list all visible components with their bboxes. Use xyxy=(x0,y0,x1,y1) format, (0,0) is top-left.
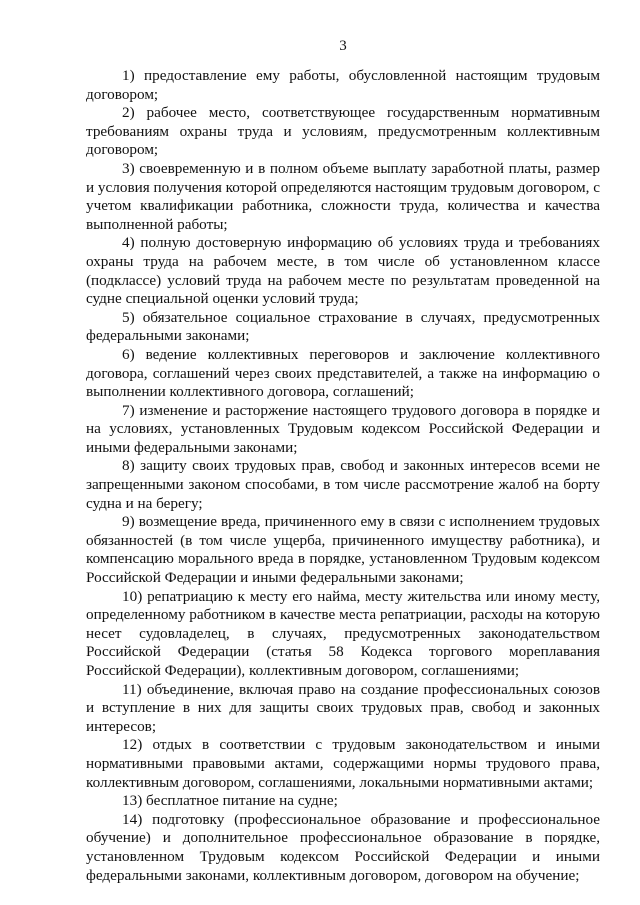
list-item: 12) отдых в соответствии с трудовым законодательством и иными нормативными правовыми актами, содержащими нормы трудового права, коллективным договором, соглашениями, локальными нормативными актами; xyxy=(86,736,600,791)
rights-list xyxy=(86,67,600,885)
list-item: 7) изменение и расторжение настоящего трудового договора в порядке и на условиях, установленных Трудовым кодексом Российской Федерации и иными федеральными законами; xyxy=(86,401,600,456)
list-item: 11) объединение, включая право на создание профессиональных союзов и вступление в них для защиты своих трудовых прав, свобод и законных интересов; xyxy=(86,680,600,735)
list-item: 9) возмещение вреда, причиненного ему в связи с исполнением трудовых обязанностей (в том числе ущерба, причиненного имуществу работника), и компенсацию морального вреда в порядке, установленном Трудовым кодексом Российской Федерации и иными федеральными законами; xyxy=(86,513,600,587)
list-item: 5) обязательное социальное страхование в случаях, предусмотренных федеральными законами; xyxy=(86,308,600,345)
list-item: 6) ведение коллективных переговоров и заключение коллективного договора, соглашений через своих представителей, а также на информацию о выполнении коллективного договора, соглашений; xyxy=(86,345,600,401)
list-item: 13) бесплатное питание на судне; xyxy=(122,792,338,810)
list-item: 8) защиту своих трудовых прав, свобод и законных интересов всеми не запрещенными законом способами, в том числе рассмотрение жалоб на борту судна и на берегу; xyxy=(86,457,600,512)
list-item: 10) репатриацию к месту его найма, месту жительства или иному месту, определенному работником в качестве места репатриации, расходы на которую несет судовладелец, в случаях, предусмотренных законодательством Российской Федерации (статья 58 Кодекса торгового мореплавания Российской Федерации), коллективным договором, соглашениями; xyxy=(86,587,600,679)
list-item: 2) рабочее место, соответствующее государственным нормативным требованиям охраны труда и условиям, предусмотренным коллективным договором; xyxy=(86,104,600,159)
page-number: 3 xyxy=(339,38,347,54)
list-item: 1) предоставление ему работы, обусловленной настоящим трудовым договором; xyxy=(86,67,600,103)
list-item: 4) полную достоверную информацию об условиях труда и требованиях охраны труда на рабочем месте, в том числе об установленном классе (подклассе) условий труда на рабочем месте по результатам проведенной на судне специальной оценки условий труда; xyxy=(86,234,600,308)
list-item: 14) подготовку (профессиональное образование и профессиональное обучение) и дополнительное профессиональное образование в порядке, установленном Трудовым кодексом Российской Федерации и иными федеральными законами, коллективным договором, договором на обучение; xyxy=(86,810,600,884)
list-item: 3) своевременную и в полном объеме выплату заработной платы, размер и условия получения которой определяются настоящим трудовым договором, с учетом квалификации работника, сложности труда, количества и качества выполненной работы; xyxy=(86,159,600,233)
